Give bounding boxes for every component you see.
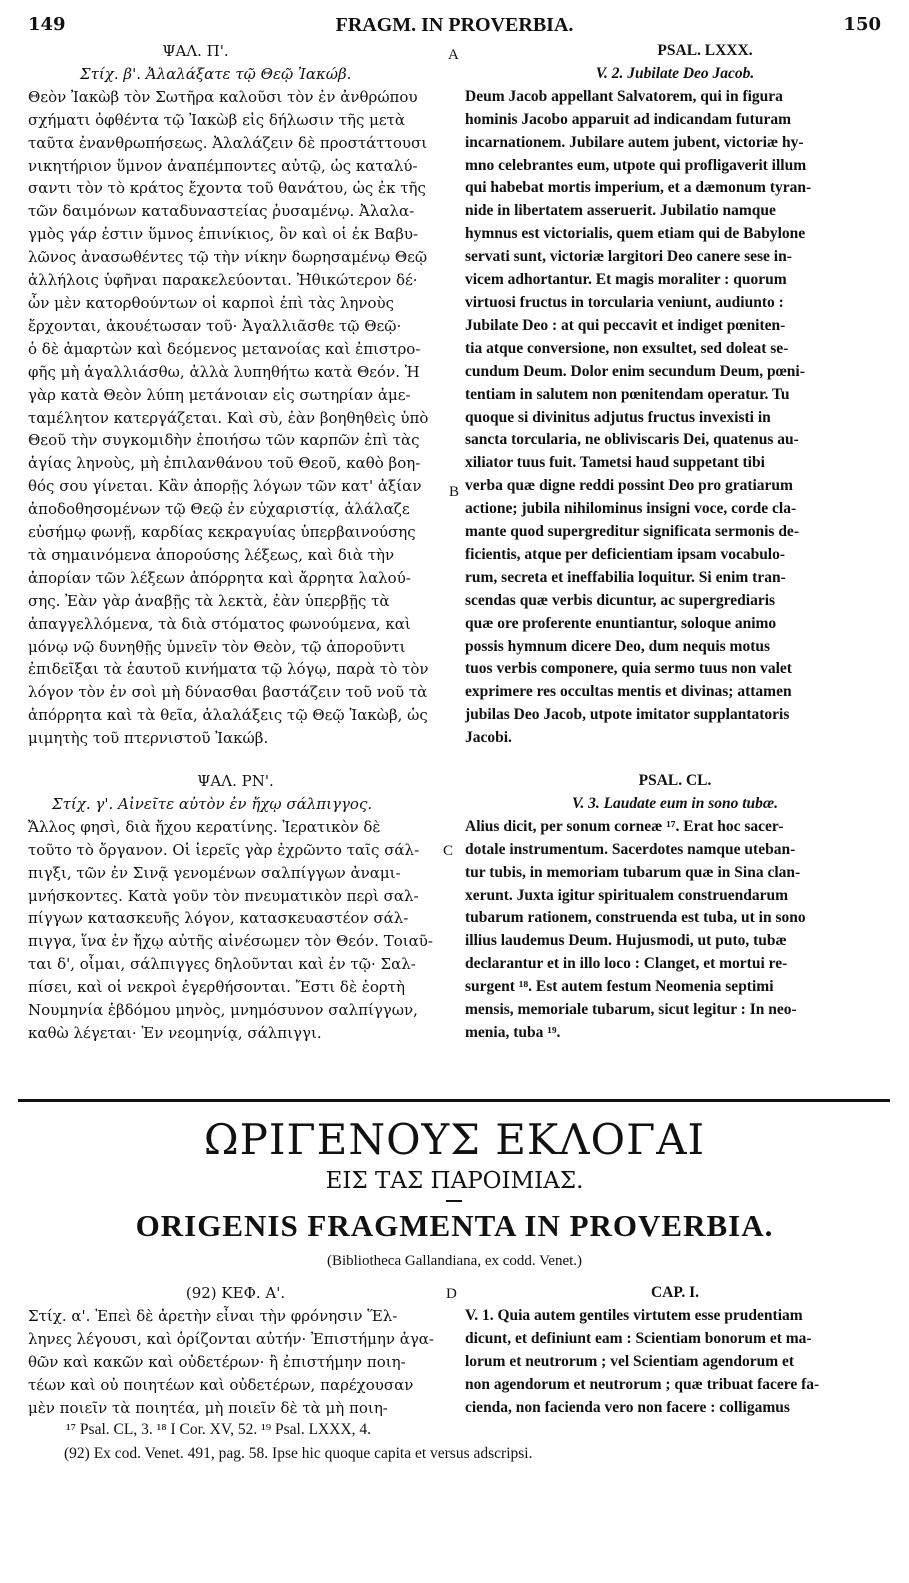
text-line: nide in libertatem asseruerit. Jubilatio namque [465, 202, 776, 220]
text-line: scendas quæ verbis dicuntur, ac supergrediaris [465, 591, 776, 609]
text-line: τὰ σημαινόμενα ἀπορούσης λέξεως, καὶ διὰ τὴν [28, 545, 395, 564]
text-line: mensis, memoriale tubarum, sicut legitur : In neo- [465, 1001, 797, 1019]
left-column-psalm-80 [28, 40, 443, 750]
greek-subtitle: ΕΙΣ ΤΑΣ ΠΑΡΟΙΜΙΑΣ. [325, 1168, 584, 1194]
text-line: possis hymnum dicere Deo, dum nequis motus [465, 637, 771, 655]
text-line: λόγον τὸν ἐν σοὶ μὴ δύνασθαι βαστάζειν τοῦ νοῦ τὰ [28, 683, 428, 702]
text-line: θός σου γίνεται. Κἂν ἀπορῇς λόγων τῶν κατ' ἀξίαν [28, 477, 422, 496]
text-line: ἀπόρρητα καὶ τὰ θεῖα, ἀλαλάξεις τῷ Θεῷ Ἰακὼβ, ὡς [28, 706, 428, 725]
text-line: verba quæ digne reddi possint Deo pro gratiarum [465, 477, 793, 495]
text-line: actione; jubila nihilominus insigni voce, corde cla- [465, 500, 797, 518]
running-title: FRAGM. IN PROVERBIA. [335, 14, 574, 36]
text-line: τέων καὶ οὐ ποιητέων καὶ οὐδετέρων, παρέχουσαν [28, 1375, 414, 1394]
text-line: xerunt. Juxta igitur spiritualem construendarum [465, 886, 789, 904]
verse-line: V. 3. Laudate eum in sono tubæ. [572, 794, 778, 812]
text-line: cienda, non facienda vero non facere : colligamus [465, 1398, 790, 1416]
text-line: V. 1. Quia autem gentiles virtutem esse prudentiam [465, 1306, 803, 1324]
section-heading: ΨΑΛ. Π'. [162, 42, 229, 60]
text-line: εὐσήμῳ φωνῇ, καρδίας κεκραγυίας ὑπερβαινούσης [28, 523, 416, 542]
verse-line: V. 2. Jubilate Deo Jacob. [595, 64, 755, 82]
text-line: sancta torcularia, ne obliviscaris Dei, quatenus au- [465, 431, 799, 449]
text-line: ἀλλήλοις ὑφῆναι παρακελεύονται. Ἠθικώτερον δέ· [28, 271, 418, 290]
right-column-psal-80 [465, 40, 885, 750]
text-line: ἀπορίαν τῶν λέξεων ἀπόρρητα καὶ ἄρρητα λαλού- [28, 568, 411, 587]
text-line: νικητήριον ὕμνον ἀναπέμποντες αὐτῷ, ὡς καταλύ- [28, 156, 418, 175]
text-line: Deum Jacob appellant Salvatorem, qui in figura [465, 87, 783, 105]
text-line: ἀποδοθησομένων τῷ Θεῷ ἐν εὐχαριστίᾳ, ἀλάλαζε [28, 500, 410, 519]
text-line: φῆς μὴ ἀγαλλιάσθω, ἀλλὰ λυπηθήτω κατὰ Θεόν. Ἡ [28, 362, 420, 381]
text-line: ὁ δὲ ἁμαρτὼν καὶ δεόμενος μετανοίας καὶ ἐπιστρο- [28, 339, 421, 358]
latin-text-block [465, 1305, 885, 1420]
text-line: Νουμηνία ἑβδόμου μηνὸς, μνημόσυνον σαλπίγγων, [28, 1001, 418, 1020]
text-line: ficientis, atque per deficientiam ipsam vocabulo- [465, 545, 786, 563]
text-line: tubarum rationem, construenda est tuba, ut in sono [465, 909, 806, 927]
section-divider [18, 1099, 890, 1102]
title-dash [446, 1200, 462, 1202]
text-line: ληνες λέγουσι, καὶ ὁρίζονται αὐτήν· Ἐπιστήμην ἀγα- [28, 1329, 435, 1348]
source-note: (Bibliotheca Gallandiana, ex codd. Venet.) [326, 1253, 583, 1269]
text-line: mante quod supergreditur significata sermonis de- [465, 523, 799, 541]
text-line: Στίχ. α'. Ἐπεὶ δὲ ἀρετὴν εἶναι τὴν φρόνησιν Ἕλ- [28, 1306, 398, 1325]
greek-text-block [28, 86, 443, 750]
chapter-heading: (92) ΚΕΦ. Α'. [185, 1284, 286, 1302]
text-line: tuos verbis componere, quia sermo tuus non valet [465, 660, 792, 678]
marker-c: C [443, 843, 454, 859]
text-line: cundum Deum. Dolor enim secundum Deum, pœni- [465, 362, 805, 380]
text-line: μιμητὴς τοῦ πτερνιστοῦ Ἰακώβ. [28, 729, 269, 748]
left-column-chapter-1 [28, 1282, 443, 1419]
text-line: mno celebrantes eum, utpote qui profligaverit illum [465, 156, 807, 174]
text-line: μὲν ποιεῖν τὰ ποιητέα, μὴ ποιεῖν δὲ τὰ μὴ ποιη- [28, 1398, 388, 1417]
text-line: ἁγίας ληνοὺς, μὴ ἐπιλανθάνου τοῦ Θεοῦ, καθὸ βοη- [28, 454, 421, 473]
text-line: ταῦτα ἐνανθρωπήσεως. Ἀλαλάζειν δὲ προστάττουσι [28, 133, 428, 152]
left-column-psalm-150 [28, 770, 443, 1045]
latin-text-block [465, 86, 885, 750]
text-line: surgent ¹⁸. Est autem festum Neomenia septimi [465, 978, 774, 996]
text-line: quoque si divinitus adjutus fructus invexisti in [465, 408, 771, 426]
text-line: Θεοῦ τὴν συγκομιδὴν ἐποιήσω τῶν καρπῶν ἐπὶ τὰς [28, 431, 420, 450]
text-line: Θεὸν Ἰακὼβ τὸν Σωτῆρα καλοῦσι τὸν ἐν ἀνθρώπου [28, 87, 418, 106]
text-line: σχήματι ὀφθέντα τῷ Ἰακὼβ εἰς δήλωσιν τῆς μετὰ [28, 110, 406, 129]
text-line: illius laudemus Deum. Hujusmodi, ut puto, tubæ [465, 932, 787, 950]
text-line: hymnus est victorialis, quem etiam qui de Babylone [465, 225, 806, 243]
right-column-chapter-1 [465, 1282, 885, 1419]
text-line: πίσει, καὶ οἱ νεκροὶ ἐγερθήσονται. Ἔστι δὲ ἑορτὴ [28, 978, 405, 997]
text-line: tur tubis, in memoriam tubarum quæ in Sina clan- [465, 863, 801, 881]
verse-line: Στίχ. β'. Ἀλαλάξατε τῷ Θεῷ Ἰακώβ. [80, 64, 352, 83]
chapter-heading: CAP. I. [650, 1284, 700, 1301]
text-line: τοῦτο τὸ ὄργανον. Οἱ ἱερεῖς γὰρ ἐχρῶντο ταῖς σάλ- [28, 840, 420, 859]
text-line: incarnationem. Jubilare autem jubent, victoriæ hy- [465, 133, 804, 151]
text-line: xiliator tuus fuit. Tametsi haud suppetant tibi [465, 454, 765, 472]
text-line: declarantur et in illo loco : Clanget, et mortui re- [465, 955, 788, 973]
text-line: ὧν μὲν κατορθούντων οἱ καρποὶ ἐπὶ τὰς ληνοὺς [28, 293, 395, 312]
text-line: Ἄλλος φησὶ, διὰ ἤχου κερατίνης. Ἱερατικὸν δὲ [28, 817, 381, 836]
right-column-psal-150 [465, 770, 885, 1045]
text-line: Jacobi. [465, 729, 512, 747]
marker-b: B [449, 484, 460, 500]
footnote-references: ¹⁷ Psal. CL, 3. ¹⁸ I Cor. XV, 52. ¹⁹ Psal. LXXX, 4. [66, 1421, 372, 1438]
text-line: ἐπιδεῖξαι τὰ ἑαυτοῦ κινήματα τῷ λόγῳ, παρὰ τὸ τὸν [28, 660, 429, 679]
text-line: μόνῳ νῷ δυνηθῇς ὑμνεῖν τὸν Θεὸν, τῷ ἀποροῦντι [28, 637, 406, 656]
text-line: ἔρχονται, ἀκουέτωσαν τοῦ· Ἀγαλλιᾶσθε τῷ Θεῷ· [28, 316, 402, 335]
text-line: servati sunt, victoriæ largitori Deo canere sese in- [465, 248, 792, 266]
page-number-left: 149 [28, 14, 66, 35]
text-line: σης. Ἐὰν γὰρ ἀναβῇς τὰ λεκτὰ, ἐὰν ὑπερβῇς τὰ [28, 591, 390, 610]
text-line: πιγγα, ἵνα ἐν ἤχῳ αὐτῆς αἰνέσωμεν τὸν Θεόν. Τοιαῦ- [28, 932, 433, 951]
text-line: ται δ', οἶμαι, σάλπιγγες δηλοῦνται καὶ ἐν τῷ· Σαλ- [28, 955, 416, 974]
text-line: Jubilate Deo : at qui peccavit et indiget pœniten- [465, 316, 786, 334]
text-line: quæ ore proferente enuntiantur, soloque animo [465, 614, 777, 632]
text-line: virtuosi fructus in torcularia veniunt, audiunto : [465, 293, 784, 311]
text-line: γὰρ κατὰ Θεὸν λύπη μετάνοιαν εἰς σωτηρίαν ἀμε- [28, 385, 411, 404]
text-line: καθὼ λέγεται· Ἐν νεομηνίᾳ, σάλπιγγι. [28, 1023, 322, 1042]
text-line: μνήσκοντες. Κατὰ γοῦν τὸν πνευματικὸν περὶ σαλ- [28, 886, 419, 905]
text-line: ταμέλητον κατεργάζεται. Καὶ σὺ, ἐὰν βοηθηθεὶς ὑπὸ [28, 408, 429, 427]
verse-line: Στίχ. γ'. Αἰνεῖτε αὐτὸν ἐν ἤχῳ σάλπιγγος. [52, 794, 373, 813]
text-line: ἀπαγγελλόμενα, τὰ διὰ στόματος φωνούμενα, καὶ [28, 614, 411, 633]
section-heading: PSAL. LXXX. [657, 42, 753, 59]
text-line: rum, secreta et ineffabilia loquitur. Si enim tran- [465, 568, 786, 586]
greek-title: ΩΡΙΓΕΝΟΥΣ ΕΚΛΟΓΑΙ [203, 1115, 706, 1164]
text-line: non agendorum et neutrorum ; quæ tribuat facere fa- [465, 1375, 820, 1393]
section-heading: PSAL. CL. [638, 772, 712, 789]
section-heading: ΨΑΛ. ΡΝ'. [197, 772, 274, 790]
greek-text-block [28, 1305, 443, 1420]
text-line: exprimere res occultas mentis et divinas; attamen [465, 683, 792, 701]
greek-text-block [28, 816, 443, 1045]
text-line: tia atque conversione, non exsultet, sed doleat se- [465, 339, 789, 357]
marker-a: A [448, 47, 459, 63]
text-line: menia, tuba ¹⁹. [465, 1023, 561, 1041]
text-line: hominis Jacobo apparuit ad indicandam futuram [465, 110, 791, 128]
text-line: Alius dicit, per sonum corneæ ¹⁷. Erat hoc sacer- [465, 817, 784, 835]
text-line: θῶν καὶ κακῶν καὶ οὐδετέρων· ἢ ἐπιστήμην ποιη- [28, 1352, 406, 1371]
text-line: πιγξι, τῶν ἐν Σινᾷ γενομένων σαλπίγγων ἀναμι- [28, 863, 401, 882]
text-line: τῶν δαιμόνων καταδυναστείας ῥυσαμένῳ. Ἀλαλα- [28, 202, 415, 221]
page-number-right: 150 [843, 14, 881, 35]
text-line: vicem adhortantur. Et magis moraliter : quorum [465, 271, 787, 289]
latin-title: ORIGENIS FRAGMENTA IN PROVERBIA. [135, 1208, 774, 1243]
text-line: qui habebat mortis imperium, et a dæmonum tyran- [465, 179, 812, 197]
marker-d: D [446, 1286, 457, 1302]
text-line: σαντι τὸν τὸ κράτος ἔχοντα τοῦ θανάτου, ὡς ἐκ τῆς [28, 179, 426, 198]
text-line: lorum et neutrorum ; vel Scientiam agendorum et [465, 1352, 795, 1370]
text-line: dotale instrumentum. Sacerdotes namque uteban- [465, 840, 796, 858]
text-line: γμὸς γάρ ἐστιν ὕμνος ἐπινίκιος, ὃν καὶ οἱ ἐκ Βαβυ- [28, 225, 419, 244]
text-line: πίγγων κατασκευῆς λόγον, κατασκευαστέον σάλ- [28, 909, 409, 928]
latin-text-block [465, 816, 885, 1045]
text-line: dicunt, et definiunt eam : Scientiam bonorum et ma- [465, 1329, 812, 1347]
text-line: tentiam in salutem non pœnitendam operatur. Tu [465, 385, 790, 403]
footnote-manuscript: (92) Ex cod. Venet. 491, pag. 58. Ipse hic quoque capita et versus adscripsi. [64, 1445, 533, 1462]
text-line: λῶνος ἀνασωθέντες τῷ τὴν νίκην δωρησαμένῳ Θεῷ [28, 248, 428, 267]
text-line: jubilas Deo Jacob, utpote imitator supplantatoris [465, 706, 790, 724]
